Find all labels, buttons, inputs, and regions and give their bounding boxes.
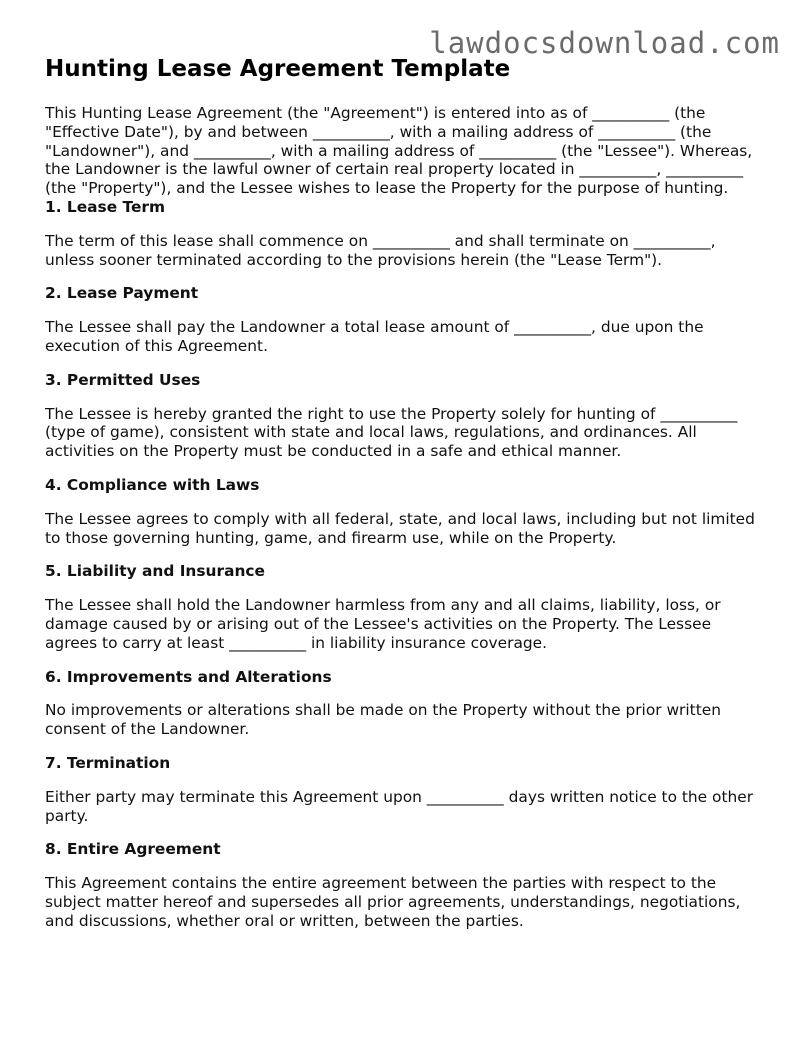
intro-paragraph: This Hunting Lease Agreement (the "Agreement") is entered into as of __________ (the "Effective Date"), by and between __________, with a mailing address of __________ (the "Landowner"), and __________, with a mailing address of __________ (the "Lessee"). Whereas, the Landowner is the lawful owner of certain real property located in __________, __________ (the "Property"), and the Lessee wishes to lease the Property for the purpose of hunting. bbox=[45, 104, 753, 198]
section-body-improvements: No improvements or alterations shall be made on the Property without the prior written consent of the Landowner. bbox=[45, 701, 721, 739]
section-heading-improvements: 6. Improvements and Alterations bbox=[45, 667, 332, 686]
section-body-lease-term: The term of this lease shall commence on __________ and shall terminate on __________, unless sooner terminated according to the provisions herein (the "Lease Term"). bbox=[45, 231, 716, 269]
section-heading-termination: 7. Termination bbox=[45, 753, 171, 772]
document-title: Hunting Lease Agreement Template bbox=[45, 56, 511, 82]
section-heading-compliance: 4. Compliance with Laws bbox=[45, 475, 260, 494]
section-body-lease-payment: The Lessee shall pay the Landowner a total lease amount of __________, due upon the execution of this Agreement. bbox=[45, 318, 704, 355]
document-body bbox=[45, 104, 765, 946]
section-body-termination: Either party may terminate this Agreement upon __________ days written notice to the other party. bbox=[45, 787, 754, 825]
section-body-permitted-uses: The Lessee is hereby granted the right to use the Property solely for hunting of __________ (type of game), consistent with state and local laws, regulations, and ordinances. All activities on the Property must be conducted in a safe and ethical manner. bbox=[45, 404, 738, 461]
section-heading-liability: 5. Liability and Insurance bbox=[45, 562, 265, 581]
section-heading-entire-agreement: 8. Entire Agreement bbox=[45, 840, 221, 859]
watermark: lawdocsdownload.com bbox=[429, 26, 780, 60]
section-heading-permitted-uses: 3. Permitted Uses bbox=[45, 370, 201, 389]
section-body-compliance: The Lessee agrees to comply with all federal, state, and local laws, including but not limited to those governing hunting, game, and firearm use, while on the Property. bbox=[45, 509, 755, 547]
section-heading-lease-payment: 2. Lease Payment bbox=[45, 284, 199, 303]
section-body-entire-agreement: This Agreement contains the entire agreement between the parties with respect to the subject matter hereof and supersedes all prior agreements, understandings, negotiations, and discussions, whether oral or written, between the parties. bbox=[45, 874, 741, 930]
section-heading-lease-term: 1. Lease Term bbox=[45, 197, 166, 216]
section-body-liability: The Lessee shall hold the Landowner harmless from any and all claims, liability, loss, or damage caused by or arising out of the Lessee's activities on the Property. The Lessee agrees to carry at least __________ in liability insurance coverage. bbox=[45, 596, 721, 652]
